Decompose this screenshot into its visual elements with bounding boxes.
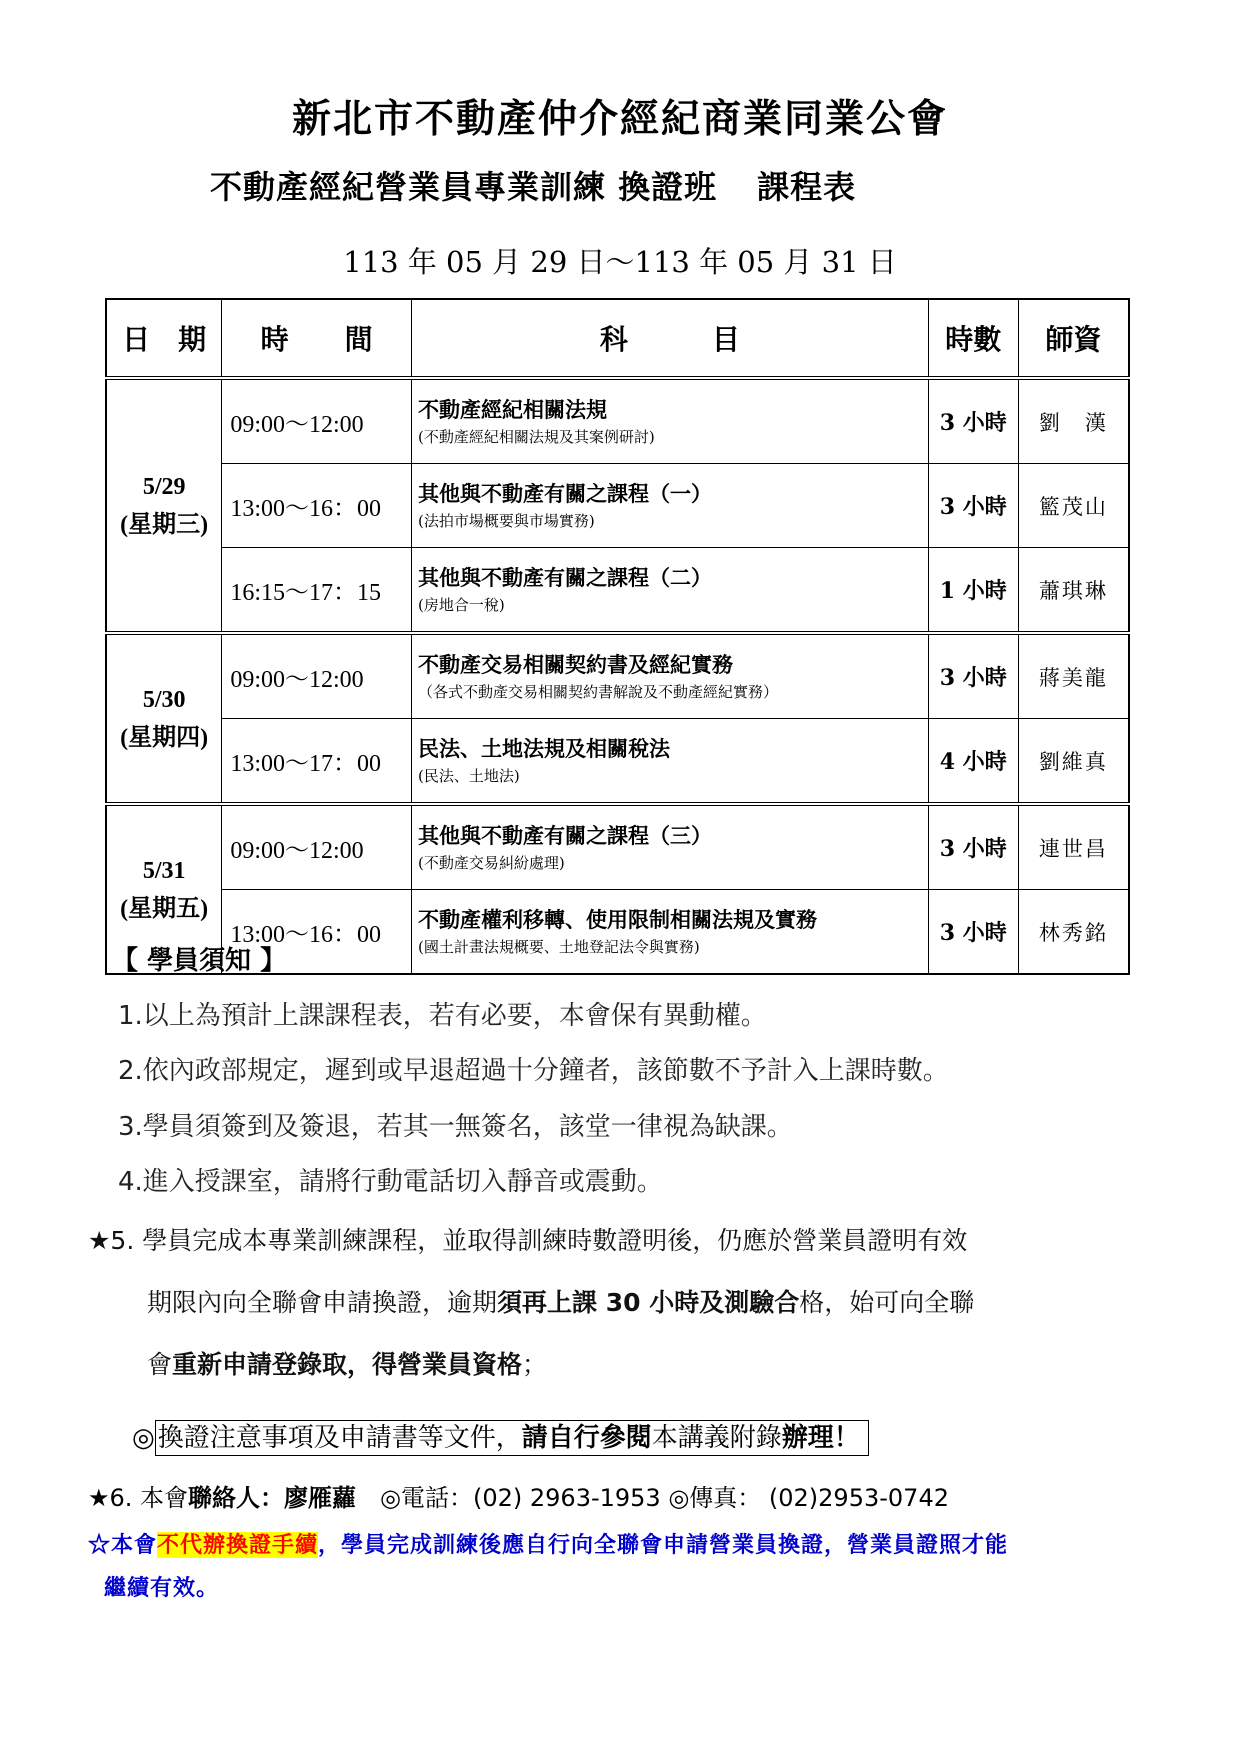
table-row (106, 378, 1129, 464)
time-cell: 16:15～17：15 (222, 548, 412, 634)
subject-detail: (房地合一稅) (418, 595, 505, 614)
course-title (210, 162, 856, 208)
notice-item: 4.進入授課室，請將行動電話切入靜音或震動。 (118, 1167, 663, 1197)
subject-detail: (不動產交易糾紛處理) (418, 853, 565, 872)
time-cell: 13:00～16：00 (222, 890, 412, 975)
date-range: 113 年 05 月 29 日～113 年 05 月 31 日 (343, 245, 897, 279)
course-title-suffix: 課程表 (757, 168, 857, 206)
subject-detail: (國土計畫法規概要、土地登記法令與實務) (418, 937, 700, 956)
appendix-note (132, 1417, 869, 1454)
subject-title: 其他與不動產有關之課程（三） (418, 822, 713, 848)
time-cell: 09:00～12:00 (222, 804, 412, 890)
table-row (106, 464, 1129, 548)
day-weekday: (星期三) (120, 511, 209, 538)
subject-title: 不動產交易相關契約書及經紀實務 (418, 651, 734, 677)
subject-cell (412, 719, 929, 805)
subject-title: 不動產經紀相關法規 (418, 396, 608, 422)
header-time: 時 間 (222, 299, 412, 378)
subject-detail: (不動產經紀相關法規及其案例研討) (418, 427, 655, 446)
bold-segment: 辦理！ (781, 1423, 860, 1453)
day-cell (106, 633, 222, 804)
subject-cell (412, 633, 929, 719)
highlight-segment: 不代辦換證手續 (157, 1532, 319, 1558)
time-cell: 09:00～12:00 (222, 378, 412, 464)
bold-segment: 須再上課 30 小時及測驗合 (497, 1288, 800, 1317)
hours-cell: 3 小時 (928, 633, 1018, 719)
teacher-cell: 連世昌 (1018, 804, 1129, 890)
notice-item-5-line1: ★5. 學員完成本專業訓練課程，並取得訓練時數證明後，仍應於營業員證明有效 (88, 1226, 968, 1255)
contact-line (88, 1478, 949, 1513)
table-row (106, 719, 1129, 805)
time-cell: 13:00～16：00 (222, 464, 412, 548)
teacher-cell: 蕭琪琳 (1018, 548, 1129, 634)
footer-note-line2: 繼續有效。 (104, 1575, 220, 1601)
schedule-table (105, 298, 1130, 975)
header-hours: 時數 (928, 299, 1018, 378)
text-segment: 格，始可向全聯 (799, 1288, 975, 1317)
text-segment: 換證注意事項及申請書等文件， (157, 1423, 522, 1453)
notice-title: 【 學員須知 】 (112, 946, 287, 976)
subject-title: 其他與不動產有關之課程（一） (418, 480, 713, 506)
hours-cell: 3 小時 (928, 378, 1018, 464)
text-segment: 會 (147, 1350, 173, 1379)
text-segment: 期限內向全聯會申請換證，逾期 (147, 1288, 498, 1317)
notice-item-5-line2 (147, 1283, 974, 1319)
text-segment: ★6. 本會 (88, 1484, 189, 1512)
notice-item-5-line3 (147, 1345, 547, 1381)
contact-person: 聯絡人：廖雁蘿 (188, 1484, 357, 1512)
header-date: 日 期 (106, 299, 222, 378)
subject-title: 其他與不動產有關之課程（二） (418, 564, 713, 590)
day-date: 5/29 (142, 473, 186, 500)
subject-cell (412, 548, 929, 634)
text-segment: 本講義附錄 (651, 1423, 782, 1453)
hours-cell: 4 小時 (928, 719, 1018, 805)
text-segment: ☆本會 (88, 1532, 158, 1558)
teacher-cell: 劉 漢 (1018, 378, 1129, 464)
contact-numbers: ◎電話：(02) 2963-1953 ◎傳真： (02)2953-0742 (356, 1484, 949, 1512)
notice-item: 2.依內政部規定，遲到或早退超過十分鐘者，該節數不予計入上課時數。 (118, 1056, 949, 1086)
subject-cell (412, 804, 929, 890)
table-row (106, 804, 1129, 890)
subject-cell (412, 890, 929, 975)
org-title: 新北市不動產仲介經紀商業同業公會 (291, 96, 948, 142)
header-teacher: 師資 (1018, 299, 1129, 378)
table-row (106, 548, 1129, 634)
circle-symbol: ◎ (132, 1423, 155, 1453)
text-segment: ； (522, 1350, 548, 1379)
notice-item: 1.以上為預計上課課程表，若有必要，本會保有異動權。 (118, 1001, 767, 1031)
hours-cell: 3 小時 (928, 464, 1018, 548)
course-title-main: 不動產經紀營業員專業訓練 換證班 (210, 168, 718, 206)
footer-note-line1 (88, 1528, 1008, 1559)
bold-segment: 請自行參閱 (521, 1423, 652, 1453)
teacher-cell: 蔣美龍 (1018, 633, 1129, 719)
table-row (106, 633, 1129, 719)
table-header-row (106, 299, 1129, 378)
time-cell: 09:00～12:00 (222, 633, 412, 719)
hours-cell: 1 小時 (928, 548, 1018, 634)
subject-title: 不動產權利移轉、使用限制相關法規及實務 (418, 906, 818, 932)
day-date: 5/31 (142, 857, 186, 884)
hours-cell: 3 小時 (928, 890, 1018, 975)
day-weekday: (星期五) (120, 895, 209, 922)
bold-segment: 重新申請登錄取，得營業員資格 (172, 1350, 523, 1379)
notice-item: 3.學員須簽到及簽退，若其一無簽名，該堂一律視為缺課。 (118, 1112, 793, 1142)
day-date: 5/30 (142, 686, 186, 713)
subject-title: 民法、土地法規及相關稅法 (418, 735, 671, 761)
subject-detail: (民法、土地法) (418, 766, 520, 785)
appendix-note-box (155, 1420, 869, 1456)
header-subject: 科 目 (412, 299, 929, 378)
subject-detail: (法拍市場概要與市場實務) (418, 511, 595, 530)
teacher-cell: 籃茂山 (1018, 464, 1129, 548)
day-cell (106, 378, 222, 633)
subject-cell (412, 464, 929, 548)
hours-cell: 3 小時 (928, 804, 1018, 890)
subject-detail: （各式不動產交易相關契約書解說及不動產經紀實務） (418, 682, 779, 701)
day-weekday: (星期四) (120, 724, 209, 751)
teacher-cell: 林秀銘 (1018, 890, 1129, 975)
time-cell: 13:00～17：00 (222, 719, 412, 805)
text-segment: ，學員完成訓練後應自行向全聯會申請營業員換證，營業員證照才能 (318, 1532, 1009, 1558)
subject-cell (412, 378, 929, 464)
teacher-cell: 劉維真 (1018, 719, 1129, 805)
